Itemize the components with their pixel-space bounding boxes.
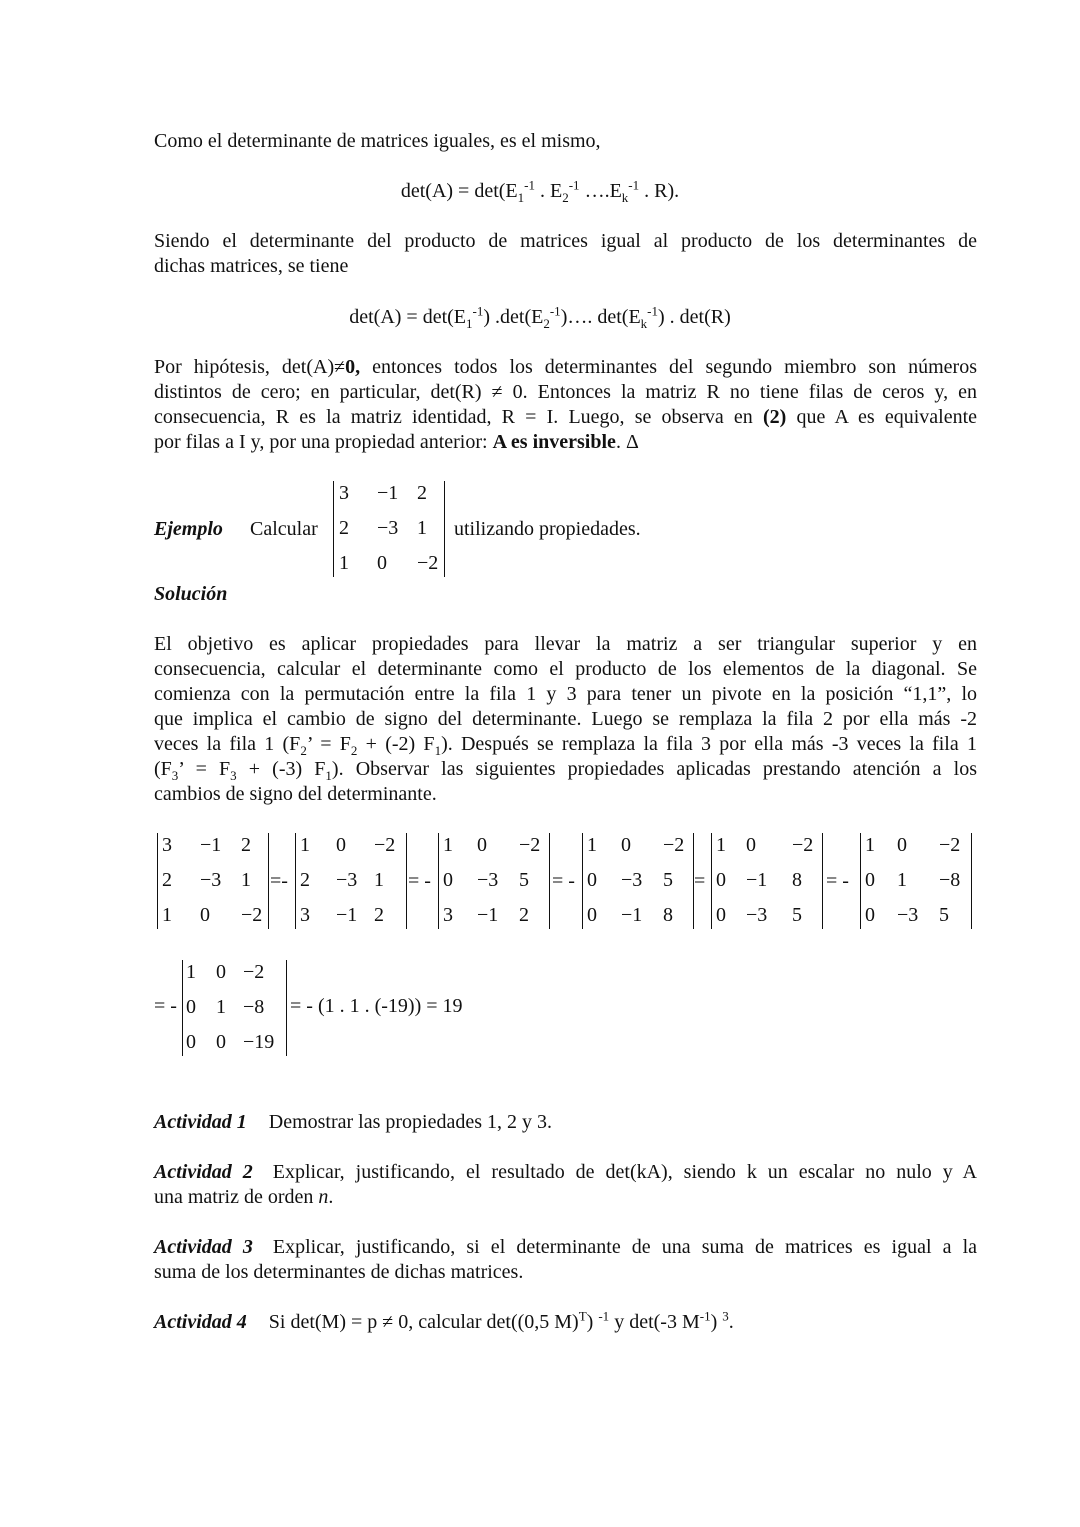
matrix-cell: 1: [186, 961, 196, 983]
actividad-3-cont: suma de los determinantes de dichas matrices.: [154, 1261, 524, 1283]
matrix-cell: −3: [377, 517, 399, 539]
matrix-cell: 0: [746, 834, 756, 856]
paragraph-line: distintos de cero; en particular, det(R) ≠ 0. Entonces la matriz R no tiene filas de ceros y, en: [154, 381, 977, 403]
matrix-cell: 0: [477, 834, 487, 856]
matrix-cell: −1: [200, 834, 222, 856]
matrix-cell: −8: [243, 996, 265, 1018]
matrix-cell: 1: [300, 834, 310, 856]
chain-operator-2: = -: [408, 870, 431, 892]
actividad-3: Actividad 3 Explicar, justificando, si el determinante de una suma de matrices es igual a la: [154, 1236, 978, 1258]
matrix-cell: 0: [865, 869, 875, 891]
chain-determinant-2: [295, 833, 407, 929]
matrix-cell: 2: [519, 904, 529, 926]
equation-2: $\det(A) = \det(E_1^{-1})$ $.\det(E_2^{-1})\dots$. $\det(E_k^{-1})$ . det(R): [349, 303, 731, 331]
chain-operator-3: = -: [552, 870, 575, 892]
actividad-2-cont: una matriz de orden n.: [154, 1186, 334, 1208]
matrix-cell: 8: [792, 869, 802, 891]
equation-1: $\det(A) = \det(E_1^{-1}$ . $E_2^{-1}$ $\dots.E_k^{-1}$ . R).: [400, 177, 680, 205]
matrix-cell: 1: [443, 834, 453, 856]
paragraph-line: dichas matrices, se tiene: [154, 255, 349, 277]
matrix-cell: −3: [746, 904, 768, 926]
matrix-cell: 1: [587, 834, 597, 856]
matrix-cell: 5: [519, 869, 529, 891]
actividad-4: Actividad 4 Si det(M) = p ≠ 0, calcular det((0,5 M)$^T$) $^{-1}$ y det(-3 $M^{-1}$) $^3$.: [154, 1308, 734, 1333]
matrix-cell: 8: [663, 904, 673, 926]
chain-determinant-5: [711, 833, 823, 929]
chain-determinant-6: [860, 833, 972, 929]
matrix-cell: 2: [417, 482, 427, 504]
actividad-1: Actividad 1 Demostrar las propiedades 1, 2 y 3.: [154, 1111, 553, 1133]
matrix-cell: 5: [792, 904, 802, 926]
paragraph-line: cambios de signo del determinante.: [154, 783, 437, 805]
matrix-cell: 5: [939, 904, 949, 926]
paragraph-line: consecuencia, R es la matriz identidad, R = I. Luego, se observa en (2) que A es equivalente: [154, 406, 977, 428]
matrix-cell: 2: [162, 869, 172, 891]
matrix-cell: −1: [621, 904, 643, 926]
chain-determinant-7: [182, 960, 287, 1056]
matrix-cell: 0: [186, 996, 196, 1018]
matrix-cell: −1: [477, 904, 499, 926]
paragraph-line: Por hipótesis, det(A)≠0, entonces todos los determinantes del segundo miembro son números: [154, 356, 978, 378]
matrix-cell: 1: [897, 869, 907, 891]
matrix-cell: 0: [216, 1031, 226, 1053]
matrix-cell: 0: [897, 834, 907, 856]
matrix-cell: 0: [377, 552, 387, 574]
matrix-cell: 1: [162, 904, 172, 926]
matrix-cell: 0: [336, 834, 346, 856]
matrix-cell: 3: [443, 904, 453, 926]
matrix-cell: 2: [300, 869, 310, 891]
paragraph-line: comienza con la permutación entre la fila 1 y 3 para tener un pivote en la posición “1,1”, lo: [154, 683, 977, 705]
matrix-cell: −1: [746, 869, 768, 891]
matrix-cell: −1: [377, 482, 399, 504]
matrix-cell: −3: [200, 869, 222, 891]
ejemplo-determinant: [333, 481, 445, 577]
matrix-cell: 0: [716, 869, 726, 891]
chain-result: = - (1 . 1 . (-19)) = 19: [290, 995, 463, 1017]
matrix-cell: 0: [587, 904, 597, 926]
matrix-cell: 1: [339, 552, 349, 574]
chain-operator-5: = -: [826, 870, 849, 892]
chain-determinant-1: [157, 833, 269, 929]
matrix-cell: 1: [216, 996, 226, 1018]
paragraph-line: ($F_3$’ = $F_3 + (-3)$ $F_1$). Observar las siguientes propiedades aplicadas prestando atención a los: [154, 758, 978, 783]
paragraph-line: consecuencia, calcular el determinante como el producto de los elementos de la diagonal. Se: [154, 658, 977, 680]
matrix-cell: 1: [374, 869, 384, 891]
matrix-cell: 5: [663, 869, 673, 891]
matrix-cell: 0: [200, 904, 210, 926]
matrix-cell: −3: [477, 869, 499, 891]
matrix-cell: 0: [865, 904, 875, 926]
chain-determinant-4: [582, 833, 694, 929]
paragraph-line: Siendo el determinante del producto de matrices igual al producto de los determinantes de: [154, 230, 977, 252]
matrix-cell: −8: [939, 869, 961, 891]
matrix-cell: −3: [621, 869, 643, 891]
matrix-cell: −2: [939, 834, 961, 856]
matrix-cell: −3: [336, 869, 358, 891]
chain-determinant-3: [438, 833, 550, 929]
matrix-cell: −19: [243, 1031, 275, 1053]
matrix-cell: 0: [186, 1031, 196, 1053]
matrix-cell: −2: [519, 834, 541, 856]
matrix-cell: −2: [663, 834, 685, 856]
matrix-cell: 1: [865, 834, 875, 856]
utilizando-text: utilizando propiedades.: [454, 518, 641, 540]
paragraph-line: El objetivo es aplicar propiedades para llevar la matriz a ser triangular superior y en: [154, 633, 977, 655]
chain-operator-1: =-: [270, 870, 288, 892]
ejemplo-label: Ejemplo: [154, 518, 223, 540]
matrix-cell: −2: [374, 834, 396, 856]
matrix-cell: 0: [587, 869, 597, 891]
matrix-cell: 2: [339, 517, 349, 539]
matrix-cell: 0: [716, 904, 726, 926]
matrix-cell: −3: [897, 904, 919, 926]
chain-operator-6: = -: [154, 995, 177, 1017]
matrix-cell: 3: [339, 482, 349, 504]
matrix-cell: 0: [621, 834, 631, 856]
matrix-cell: 2: [241, 834, 251, 856]
matrix-cell: 1: [417, 517, 427, 539]
matrix-cell: 0: [443, 869, 453, 891]
matrix-cell: 3: [300, 904, 310, 926]
chain-operator-4: =: [694, 870, 706, 892]
calcular-text: Calcular: [250, 518, 318, 540]
solucion-heading: Solución: [154, 583, 228, 605]
paragraph-line: por filas a I y, por una propiedad anterior: A es inversible. Δ: [154, 431, 639, 453]
matrix-cell: −1: [336, 904, 358, 926]
matrix-cell: 1: [241, 869, 251, 891]
matrix-cell: −2: [417, 552, 439, 574]
paragraph-line: veces la fila 1 ($F_2$’ = $F_2 + (-2)$ $F_1$). Después se remplaza la fila 3 por ella más -3 veces la fila 1: [154, 733, 977, 758]
matrix-cell: −2: [241, 904, 263, 926]
matrix-cell: −2: [792, 834, 814, 856]
matrix-cell: 3: [162, 834, 172, 856]
intro-text: Como el determinante de matrices iguales, es el mismo,: [154, 130, 601, 152]
paragraph-line: que implica el cambio de signo del determinante. Luego se remplaza la fila 2 por ella más -2: [154, 708, 977, 730]
matrix-cell: 1: [716, 834, 726, 856]
matrix-cell: 0: [216, 961, 226, 983]
matrix-cell: 2: [374, 904, 384, 926]
actividad-2: Actividad 2 Explicar, justificando, el resultado de det(kA), siendo k un escalar no nulo y A: [154, 1161, 978, 1183]
matrix-cell: −2: [243, 961, 265, 983]
